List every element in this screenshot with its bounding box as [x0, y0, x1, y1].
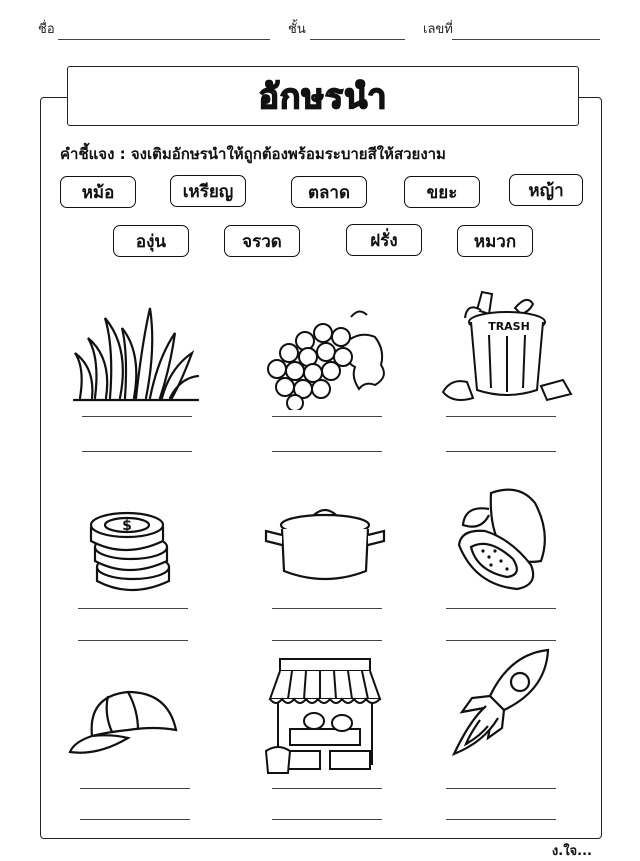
trash-label: TRASH: [488, 320, 530, 333]
word-coin: เหรียญ: [170, 175, 246, 207]
page-title: อักษรนำ: [258, 77, 388, 117]
name-line[interactable]: [58, 39, 270, 40]
answer-line-pot[interactable]: [272, 608, 382, 609]
coins-icon: [85, 505, 180, 600]
answer-line-cap-2[interactable]: [80, 819, 190, 820]
word-trash: ขยะ: [404, 176, 480, 208]
number-line[interactable]: [452, 39, 600, 40]
rocket-icon: [450, 646, 554, 762]
trash-can-icon: [437, 290, 577, 408]
answer-line-grass[interactable]: [82, 416, 192, 417]
number-label: เลขที่: [423, 22, 453, 37]
answer-line-guava[interactable]: [446, 608, 556, 609]
word-grass: หญ้า: [509, 174, 583, 206]
word-grape: องุ่น: [113, 225, 189, 257]
market-stall-icon: [262, 655, 387, 777]
class-label: ชั้น: [288, 22, 306, 37]
grapes-icon: [263, 305, 393, 410]
grass-icon: [70, 298, 200, 403]
title-box: [67, 66, 579, 126]
answer-line-rocket-2[interactable]: [446, 819, 556, 820]
word-market: ตลาด: [291, 176, 367, 208]
class-line[interactable]: [310, 39, 405, 40]
instruction-text: คำชี้แจง : จงเติมอักษรนำให้ถูกต้องพร้อมระบายสีให้สวยงาม: [60, 145, 446, 163]
guava-icon: [455, 485, 555, 595]
answer-line-market[interactable]: [272, 788, 382, 789]
answer-line-coins[interactable]: [78, 608, 188, 609]
answer-line-rocket[interactable]: [446, 788, 556, 789]
answer-line-coins-2[interactable]: [78, 640, 188, 641]
pot-icon: [262, 505, 388, 587]
corner-text: ง.ใจ...: [551, 844, 592, 859]
cap-icon: [68, 686, 188, 762]
answer-line-trash[interactable]: [446, 416, 556, 417]
answer-line-cap[interactable]: [80, 788, 190, 789]
word-guava: ฝรั่ง: [346, 224, 422, 256]
word-rocket: จรวด: [224, 225, 300, 257]
word-pot: หม้อ: [60, 176, 136, 208]
answer-line-grass-2[interactable]: [82, 451, 192, 452]
answer-line-grapes[interactable]: [272, 416, 382, 417]
svg-text:$: $: [122, 518, 132, 534]
word-cap: หมวก: [457, 225, 533, 257]
name-label: ชื่อ: [38, 22, 55, 37]
answer-line-market-2[interactable]: [272, 819, 382, 820]
answer-line-trash-2[interactable]: [446, 451, 556, 452]
answer-line-guava-2[interactable]: [446, 640, 556, 641]
answer-line-grapes-2[interactable]: [272, 451, 382, 452]
answer-line-pot-2[interactable]: [272, 640, 382, 641]
